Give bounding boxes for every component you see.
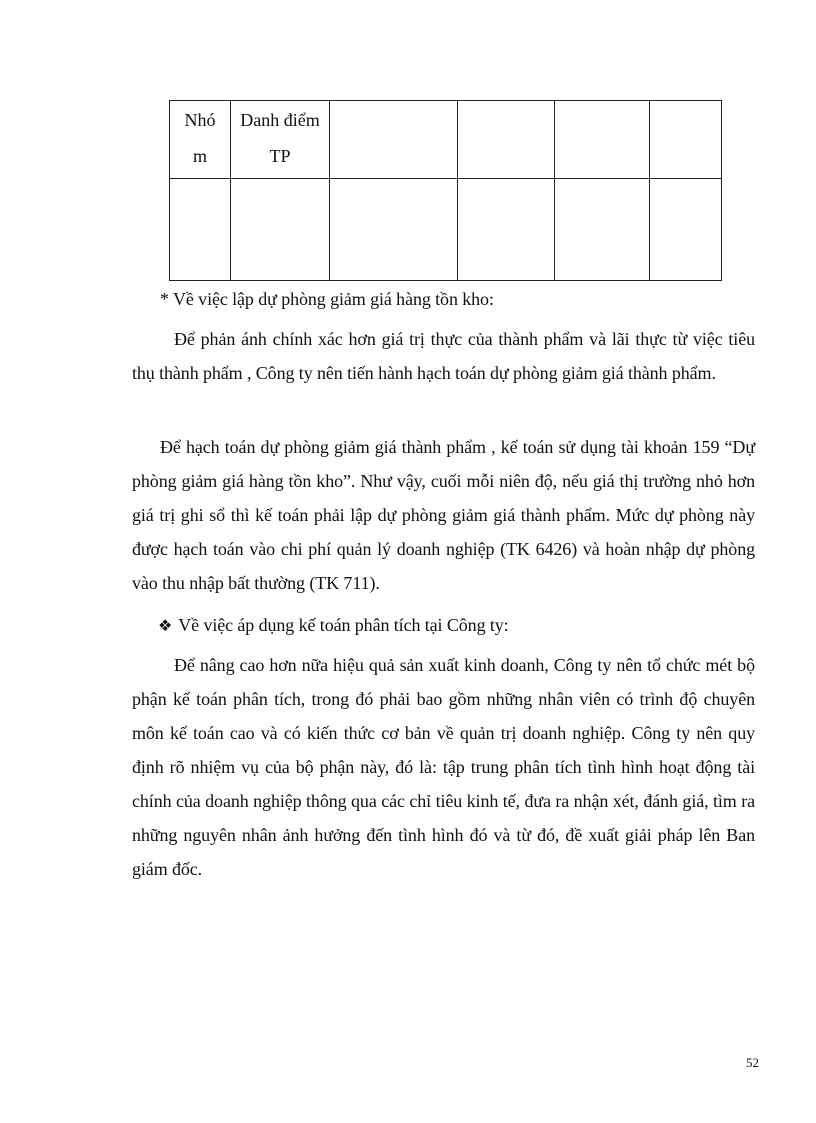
analysis-paragraph: Để nâng cao hơn nữa hiệu quả sản xuất kinh doanh, Công ty nên tổ chức mét bộ phận kế toán phân tích, trong đó phải bao gồm những nhân viên có trình độ chuyên môn kế toán cao và có kiến thức cơ bản về quản trị doanh nghiệp. Công ty nên quy định rõ nhiệm vụ của bộ phận này, đó là: tập trung phân tích tình hình hoạt động tài chính của doanh nghiệp thông qua các chỉ tiêu kinh tế, đưa ra nhận xét, đánh giá, tìm ra những nguyên nhân ảnh hưởng đến tình hình đó và từ đó, đề xuất giải pháp lên Ban giám đốc. <box>132 655 755 879</box>
table-row <box>170 179 722 281</box>
item-code-header-line1: Danh điểm <box>240 110 320 130</box>
table-cell <box>458 101 555 179</box>
provision-paragraph-1: Để phản ánh chính xác hơn giá trị thực của thành phẩm và lãi thực từ việc tiêu thụ thành phẩm , Công ty nên tiến hành hạch toán dự phòng giảm giá thành phẩm. <box>132 329 755 383</box>
table-cell <box>555 101 650 179</box>
analysis-heading-text: Về việc áp dụng kế toán phân tích tại Công ty: <box>178 615 509 635</box>
table-cell <box>650 101 722 179</box>
table-cell <box>555 179 650 281</box>
table-cell <box>170 179 231 281</box>
provision-paragraph-2: Để hạch toán dự phòng giảm giá thành phẩm , kế toán sử dụng tài khoản 159 “Dự phòng giảm giá hàng tồn kho”. Như vậy, cuối mỗi niên độ, nếu giá thị trường nhỏ hơn giá trị ghi sổ thì kế toán phải lập dự phòng giảm giá thành phẩm. Mức dự phòng này được hạch toán vào chi phí quản lý doanh nghiệp (TK 6426) và hoàn nhập dự phòng vào thu nhập bất thường (TK 711). <box>132 437 755 593</box>
item-code-header-line2: TP <box>269 146 291 166</box>
analysis-heading <box>158 612 509 639</box>
provision-heading: * Về việc lập dự phòng giảm giá hàng tồn kho: <box>160 289 494 309</box>
group-header-label: Nhó m <box>184 110 216 166</box>
table-cell <box>458 179 555 281</box>
table-cell <box>330 101 458 179</box>
table-cell <box>231 179 330 281</box>
finished-goods-table <box>169 100 722 281</box>
table-header-row <box>170 101 722 179</box>
item-code-header-cell <box>231 101 330 179</box>
group-header-cell <box>170 101 231 179</box>
table-cell <box>650 179 722 281</box>
table-cell <box>330 179 458 281</box>
diamond-bullet-icon: ❖ <box>158 616 173 635</box>
page-number: 52 <box>746 1055 759 1070</box>
